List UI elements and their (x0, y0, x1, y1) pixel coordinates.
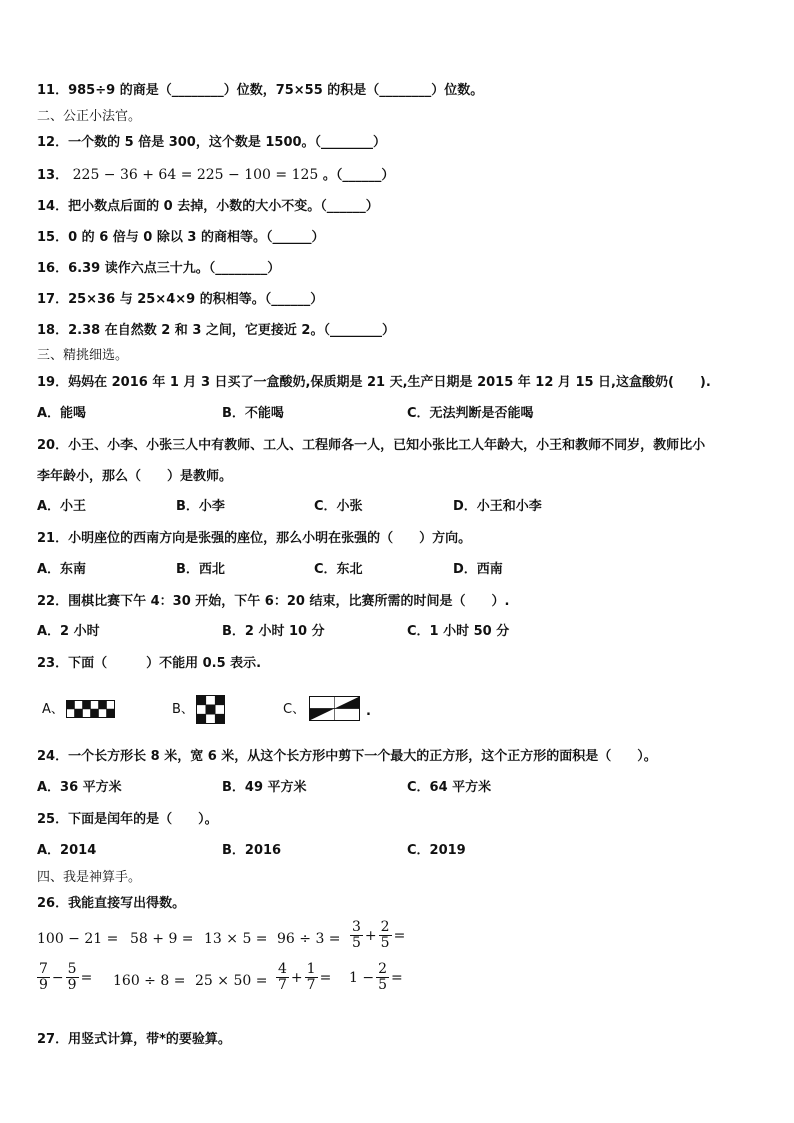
option-b-label: B、 (172, 702, 194, 717)
fraction (305, 962, 318, 993)
option-c: C．64 平方米 (407, 780, 492, 795)
question-13-number: 13． (37, 168, 69, 183)
numerator: 2 (380, 919, 390, 935)
denominator: 9 (39, 977, 48, 993)
question-17: 17．25×36 与 25×4×9 的积相等。（______） (37, 292, 324, 307)
operator: − (51, 969, 64, 986)
option-b: B．2 小时 10 分 (222, 624, 325, 639)
option-a-grid-figure (66, 700, 116, 718)
option-a: A．能喝 (37, 406, 87, 421)
calc-item: 25 × 50 = (195, 973, 268, 989)
calc-item: 96 ÷ 3 = (277, 931, 341, 947)
option-b-grid-figure (196, 695, 226, 725)
question-16: 16．6.39 读作六点三十九。（________） (37, 261, 281, 276)
question-15: 15．0 的 6 倍与 0 除以 3 的商相等。（______） (37, 230, 325, 245)
equals-sign: = (391, 969, 403, 986)
option-c: C．1 小时 50 分 (407, 624, 510, 639)
numerator: 5 (67, 961, 77, 977)
fraction (350, 920, 363, 951)
option-d: D．小王和小李 (453, 499, 542, 514)
question-26: 26．我能直接写出得数。 (37, 896, 186, 911)
option-a: A．2014 (37, 843, 97, 858)
calc-fraction-item (349, 962, 403, 993)
option-a: A．2 小时 (37, 624, 100, 639)
option-a: A．小王 (37, 499, 87, 514)
option-b: B．不能喝 (222, 406, 284, 421)
fraction (66, 962, 79, 993)
section-heading-4: 四、我是神算手。 (37, 870, 142, 885)
option-a: A．东南 (37, 562, 87, 577)
question-23-period: . (366, 704, 371, 719)
option-c: C．小张 (314, 499, 363, 514)
denominator: 7 (278, 977, 287, 993)
denominator: 7 (306, 977, 316, 993)
question-19: 19．妈妈在 2016 年 1 月 3 日买了一盒酸奶,保质期是 21 天,生产日期是 2015 年 12 月 15 日,这盒酸奶( ). (37, 375, 711, 390)
question-13 (37, 166, 394, 185)
numerator: 3 (352, 919, 361, 935)
numerator: 7 (39, 961, 48, 977)
option-c: C．2019 (407, 843, 466, 858)
question-18: 18．2.38 在自然数 2 和 3 之间，它更接近 2。（________） (37, 323, 395, 338)
equals-sign: = (80, 969, 93, 986)
question-20-line-1: 20．小王、小李、小张三人中有教师、工人、工程师各一人，已知小张比工人年龄大，小王和教师不同岁，教师比小 (37, 438, 706, 453)
whole-number-term: 1 − (349, 969, 375, 986)
denominator: 5 (352, 935, 361, 951)
option-b: B．西北 (176, 562, 225, 577)
option-b: B．49 平方米 (222, 780, 307, 795)
denominator: 5 (380, 935, 390, 951)
question-27: 27．用竖式计算，带*的要验算。 (37, 1032, 231, 1047)
operator: + (290, 969, 303, 986)
denominator: 5 (378, 977, 388, 993)
question-23: 23．下面（ ）不能用 0.5 表示. (37, 656, 262, 671)
question-21: 21．小明座位的西南方向是张强的座位，那么小明在张强的（ ）方向。 (37, 531, 472, 546)
calc-fraction-item (350, 920, 405, 951)
option-a-label: A、 (42, 702, 64, 717)
numerator: 1 (306, 961, 316, 977)
numerator: 4 (278, 961, 287, 977)
calc-item: 160 ÷ 8 = (113, 973, 186, 989)
question-13-tail: 。（______） (322, 168, 395, 183)
question-11: 11．985÷9 的商是（________）位数，75×55 的积是（________）位数。 (37, 83, 484, 98)
question-25: 25．下面是闰年的是（ ）。 (37, 812, 218, 827)
option-c: C．东北 (314, 562, 363, 577)
fraction (276, 962, 289, 993)
question-14: 14．把小数点后面的 0 去掉，小数的大小不变。（______） (37, 199, 379, 214)
section-heading-3: 三、精挑细选。 (37, 348, 129, 363)
option-b: B．2016 (222, 843, 282, 858)
option-b: B．小李 (176, 499, 225, 514)
numerator: 2 (378, 961, 388, 977)
equals-sign: = (319, 969, 332, 986)
option-c: C．无法判断是否能喝 (407, 406, 534, 421)
question-20-line-2: 李年龄小，那么（ ）是教师。 (37, 469, 233, 484)
question-24: 24．一个长方形长 8 米，宽 6 米，从这个长方形中剪下一个最大的正方形，这个正方形的面积是（ ）。 (37, 749, 657, 764)
operator: + (364, 927, 377, 944)
calc-item: 100 − 21 = (37, 931, 119, 947)
calc-fraction-item (37, 962, 92, 993)
fraction (37, 962, 50, 993)
option-d: D．西南 (453, 562, 503, 577)
option-c-label: C、 (283, 702, 306, 717)
question-13-expression: 225 − 36 + 64 = 225 − 100 = 125 (72, 167, 319, 183)
calc-fraction-item (276, 962, 331, 993)
denominator: 9 (67, 977, 77, 993)
calc-item: 58 + 9 = (130, 931, 194, 947)
question-12: 12．一个数的 5 倍是 300，这个数是 1500。（________） (37, 135, 387, 150)
calc-item: 13 × 5 = (204, 931, 268, 947)
option-a: A．36 平方米 (37, 780, 122, 795)
equals-sign: = (393, 927, 406, 944)
fraction (379, 920, 392, 951)
option-c-rectangle-figure (309, 696, 361, 722)
question-22: 22．围棋比赛下午 4：30 开始，下午 6：20 结束，比赛所需的时间是（ ）. (37, 594, 510, 609)
fraction (376, 962, 389, 993)
section-heading-2: 二、公正小法官。 (37, 109, 142, 124)
